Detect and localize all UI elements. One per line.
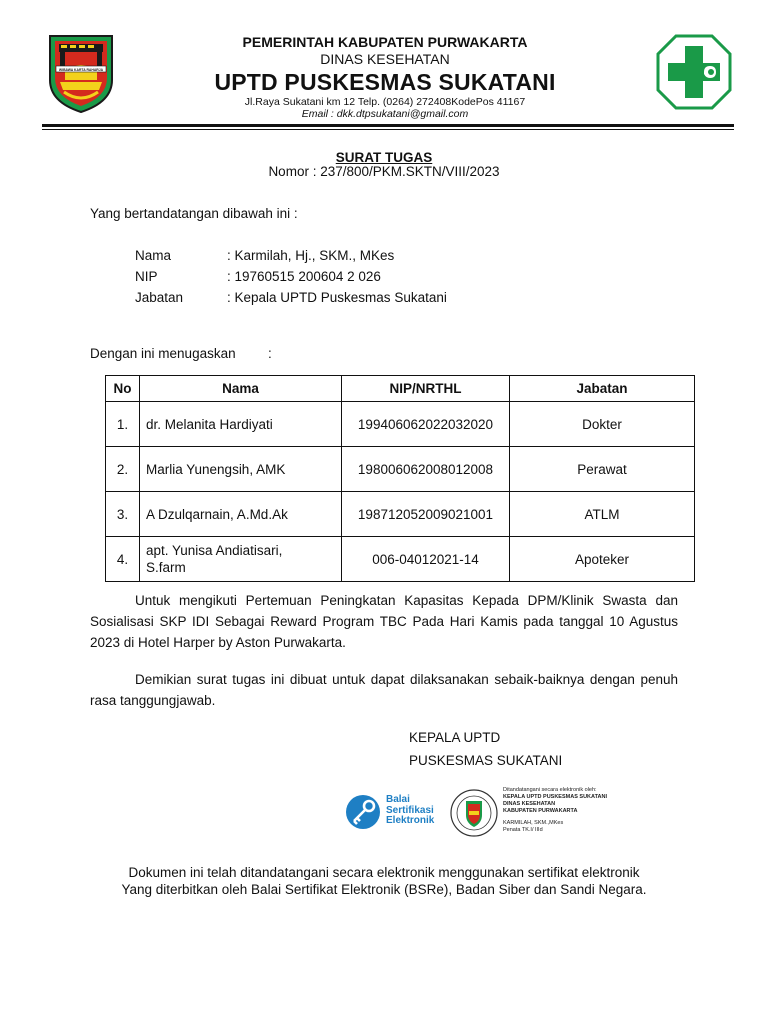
regency-seal-icon: [450, 789, 498, 837]
header-no: No: [106, 376, 140, 402]
stamp-line-1: KEPALA UPTD PUSKESMAS SUKATANI: [503, 794, 607, 800]
letterhead-rule-thick: [42, 124, 734, 127]
assign-colon: :: [268, 346, 272, 361]
signer-name-value: : Karmilah, Hj., SKM., MKes: [227, 248, 395, 263]
institution-name: UPTD PUSKESMAS SUKATANI: [214, 69, 556, 95]
bsre-text-3: Elektronik: [386, 815, 435, 826]
row-nip: 006-04012021-14: [342, 537, 510, 582]
electronic-signature-stamp: [503, 787, 607, 834]
row-nip: 198006062008012008: [342, 447, 510, 492]
letterhead: [140, 34, 630, 120]
row-no: 1.: [106, 402, 140, 447]
bsre-text-1: Balai: [386, 794, 410, 805]
row-position: Dokter: [510, 402, 695, 447]
signer-nip-label: NIP: [135, 269, 158, 284]
assigned-staff-table: [105, 375, 695, 582]
header-nip: NIP/NRTHL: [342, 376, 510, 402]
row-position: Apoteker: [510, 537, 695, 582]
table-row: [106, 492, 695, 537]
closing-paragraph: Demikian surat tugas ini dibuat untuk dapat dilaksanakan sebaik-baiknya dengan penuh rasa tanggungjawab.: [90, 672, 678, 708]
stamp-caption: Ditandatangani secara elektronik oleh:: [503, 787, 597, 793]
document-number: Nomor : 237/800/PKM.SKTN/VIII/2023: [268, 164, 500, 179]
table-row: [106, 402, 695, 447]
bsre-text-2: Sertifikasi: [386, 804, 434, 816]
stamp-signer-rank: Penata TK.I/ IIId: [503, 827, 543, 833]
signer-position-value: : Kepala UPTD Puskesmas Sukatani: [227, 290, 447, 305]
purpose-paragraph: Untuk mengikuti Pertemuan Peningkatan Kapasitas Kepada DPM/Klinik Swasta dan Sosialisasi SKP IDI Sebagai Reward Program TBC Pada Hari Kamis pada tanggal 10 Agustus 2023 di Hotel Harper by Aston Purwakarta.: [90, 593, 678, 650]
footer-line-1: Dokumen ini telah ditandatangani secara elektronik menggunakan sertifikat elektronik: [128, 865, 640, 880]
row-name: A Dzulqarnain, A.Md.Ak: [140, 492, 342, 537]
row-name: Marlia Yunengsih, AMK: [140, 447, 342, 492]
bsre-key-icon: [345, 794, 381, 830]
row-no: 3.: [106, 492, 140, 537]
row-nip: 199406062022032020: [342, 402, 510, 447]
signer-nip-value: : 19760515 200604 2 026: [227, 269, 381, 284]
stamp-signer-name: KARMILAH, SKM.,MKes: [503, 820, 564, 826]
stamp-line-3: KABUPATEN PURWAKARTA: [503, 808, 578, 814]
header-position: Jabatan: [510, 376, 695, 402]
purwakarta-regency-logo: [44, 30, 118, 114]
row-position: ATLM: [510, 492, 695, 537]
health-cross-logo: [654, 32, 734, 112]
row-no: 4.: [106, 537, 140, 582]
letterhead-rule-thin: [42, 129, 734, 130]
header-name: Nama: [140, 376, 342, 402]
document-title: SURAT TUGAS: [335, 150, 433, 165]
table-row: [106, 537, 695, 582]
row-no: 2.: [106, 447, 140, 492]
logo-motto-text: WIBAWA KARTA RAHARJA: [58, 67, 104, 72]
government-name: PEMERINTAH KABUPATEN PURWAKARTA: [242, 34, 528, 50]
table-header-row: [106, 376, 695, 402]
signature-title-2: PUSKESMAS SUKATANI: [409, 753, 563, 768]
department-name: DINAS KESEHATAN: [320, 51, 450, 67]
table-row: [106, 447, 695, 492]
bsre-logo: [345, 792, 445, 832]
institution-email: Email : dkk.dtpsukatani@gmail.com: [301, 108, 469, 120]
signer-position-label: Jabatan: [135, 290, 184, 305]
row-position: Perawat: [510, 447, 695, 492]
assign-label: Dengan ini menugaskan: [90, 346, 236, 361]
row-name: apt. Yunisa Andiatisari, S.farm: [140, 537, 342, 582]
signature-title-1: KEPALA UPTD: [409, 730, 501, 745]
signer-name-label: Nama: [135, 248, 172, 263]
row-name: dr. Melanita Hardiyati: [140, 402, 342, 447]
footer-line-2: Yang diterbitkan oleh Balai Sertifikat Elektronik (BSRe), Badan Siber dan Sandi Negara.: [121, 882, 647, 897]
row-nip: 198712052009021001: [342, 492, 510, 537]
institution-address: Jl.Raya Sukatani km 12 Telp. (0264) 272408KodePos 41167: [244, 96, 526, 108]
stamp-line-2: DINAS KESEHATAN: [503, 801, 556, 807]
intro-text: Yang bertandatangan dibawah ini :: [90, 206, 298, 221]
